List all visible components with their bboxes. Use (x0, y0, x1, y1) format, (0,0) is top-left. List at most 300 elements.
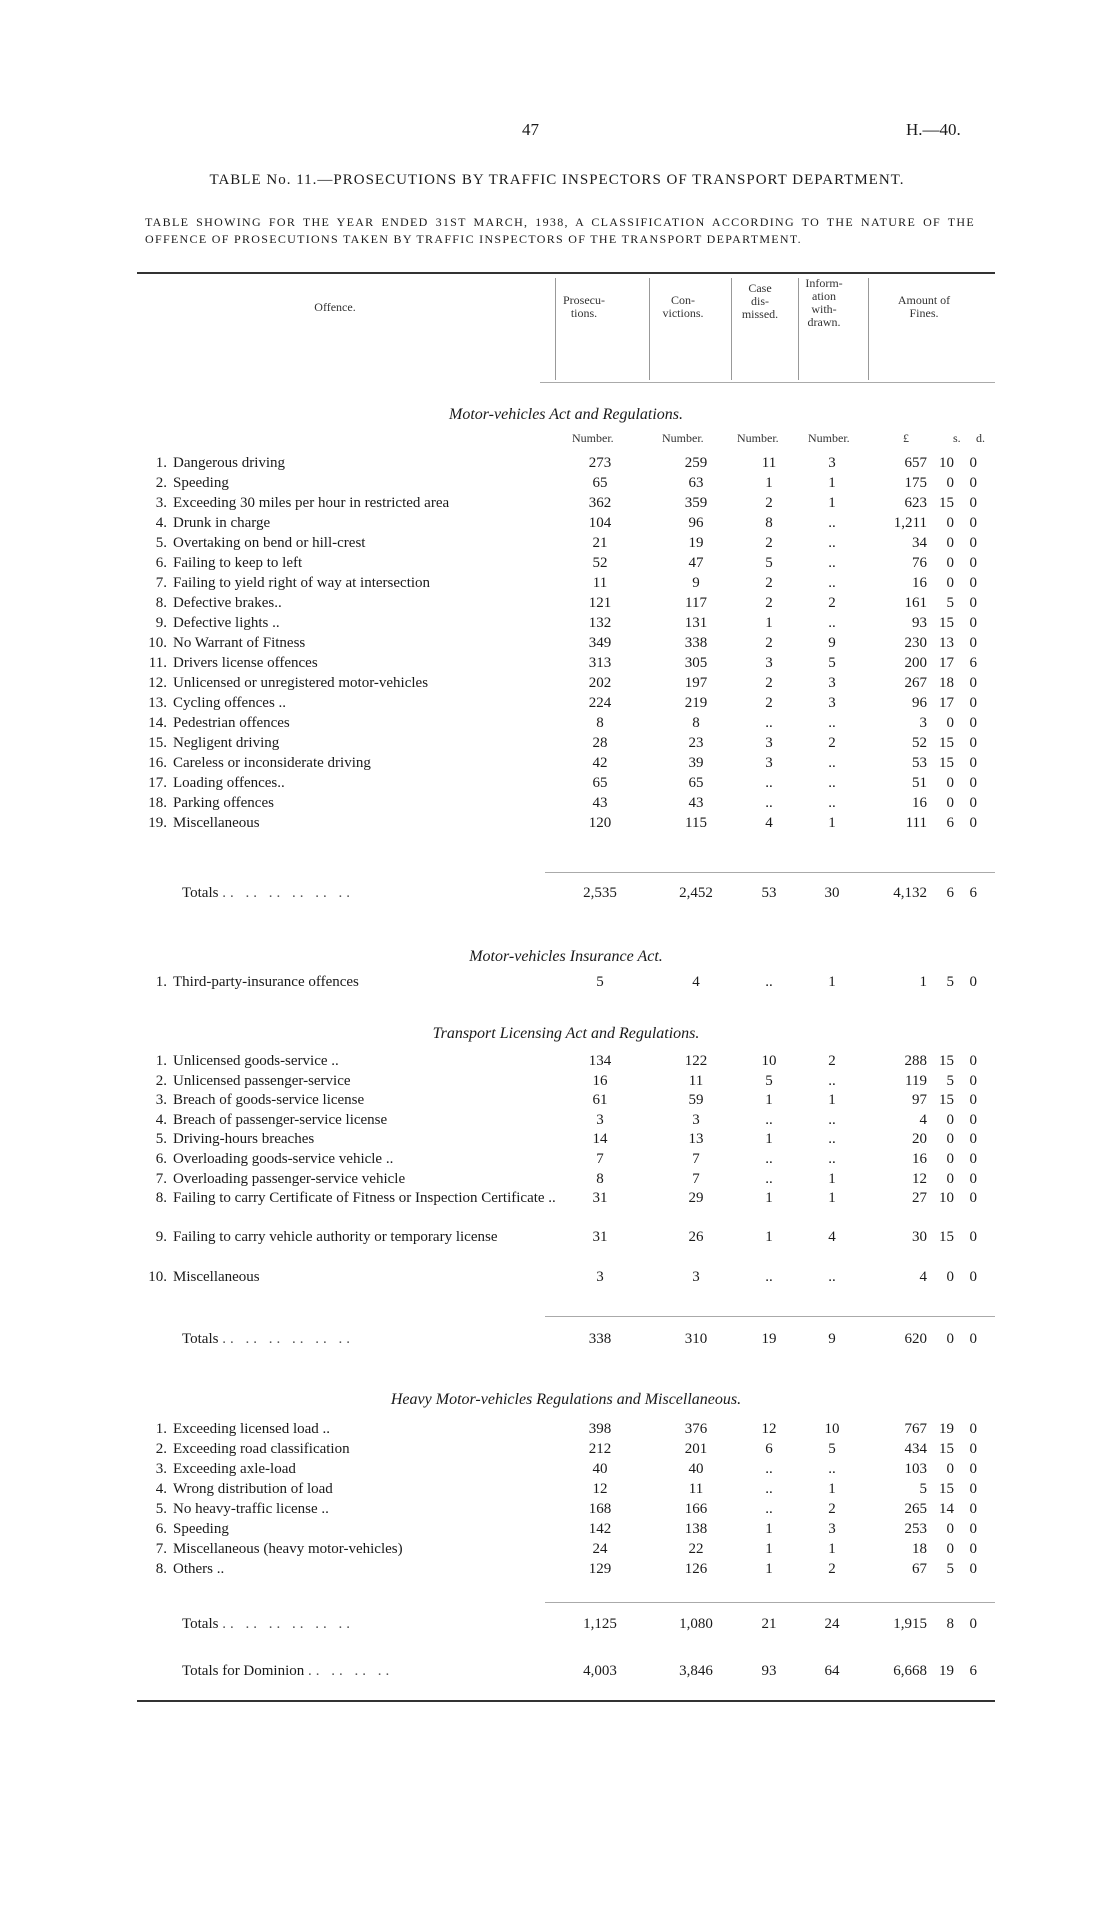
convictions-count: 13 (688, 1131, 704, 1148)
header-divider (649, 278, 650, 380)
offence-label: Failing to keep to left (173, 555, 303, 571)
withdrawn-count: 2 (828, 1561, 836, 1577)
section-title: Motor-vehicles Act and Regulations. (449, 406, 683, 423)
convictions-count: 65 (688, 775, 704, 791)
dismissed-count: .. (765, 775, 773, 791)
withdrawn-count: .. (828, 1111, 836, 1128)
fines-pounds: 253 (904, 1521, 927, 1537)
withdrawn-count: .. (828, 715, 836, 731)
fines-pounds: 657 (904, 455, 927, 471)
offence-label: Parking offences (173, 795, 274, 811)
withdrawn-count: .. (828, 795, 836, 811)
fines-pence: 0 (969, 455, 977, 471)
withdrawn-count: .. (828, 1461, 836, 1477)
dismissed-count: 1 (765, 1131, 773, 1148)
totals-label: Totals .. .. .. .. .. .. (182, 1616, 354, 1632)
convictions-count: 3 (692, 1111, 700, 1128)
prosecutions-count: 5 (596, 974, 604, 990)
offence-label: Defective brakes.. (173, 595, 282, 611)
totals-fines-pounds: 620 (904, 1331, 927, 1347)
dominion-totals-row (137, 1662, 995, 1680)
totals-withdrawn: 30 (824, 885, 840, 901)
withdrawn-count: 3 (828, 455, 836, 471)
fines-shillings: 14 (939, 1501, 954, 1517)
dismissed-count: .. (765, 1461, 773, 1477)
table-row (137, 534, 995, 552)
withdrawn-count: .. (828, 1131, 836, 1148)
units-convictions: Number. (662, 431, 704, 445)
offence-label: Unlicensed or unregistered motor-vehicles (173, 675, 429, 691)
row-number: 8. (155, 1190, 167, 1207)
prosecutions-count: 28 (592, 735, 608, 751)
withdrawn-count: 3 (828, 675, 836, 691)
prosecutions-count: 8 (596, 715, 604, 731)
row-number: 19. (148, 815, 167, 831)
dismissed-count: 2 (765, 495, 773, 511)
row-number: 1. (155, 1421, 167, 1437)
withdrawn-count: 1 (828, 1541, 836, 1557)
fines-pounds: 16 (912, 1151, 927, 1167)
totals-dismissed: 19 (761, 1331, 777, 1347)
prosecutions-count: 24 (592, 1541, 608, 1557)
convictions-count: 26 (688, 1229, 704, 1246)
offence-label: Dangerous driving (173, 455, 286, 471)
fines-pence: 0 (969, 1441, 977, 1457)
convictions-count: 11 (688, 1072, 704, 1089)
convictions-count: 22 (688, 1541, 704, 1557)
withdrawn-count: 10 (824, 1421, 840, 1437)
convictions-count: 39 (688, 755, 704, 771)
withdrawn-count: 1 (828, 974, 836, 990)
offence-label: Defective lights .. (173, 615, 280, 631)
table-row (137, 1520, 995, 1538)
totals-label: Totals .. .. .. .. .. .. (182, 885, 354, 901)
dismissed-count: 2 (765, 535, 773, 551)
withdrawn-count: 9 (828, 635, 836, 651)
table-row (137, 1130, 995, 1148)
totals-fines-pence: 0 (969, 1331, 977, 1347)
table-row (137, 1460, 995, 1478)
convictions-count: 9 (692, 575, 700, 591)
offence-label: No heavy-traffic license .. (173, 1501, 329, 1517)
totals-fines-pence: 0 (969, 1616, 977, 1632)
fines-shillings: 0 (946, 1111, 954, 1128)
fines-shillings: 0 (946, 1170, 954, 1187)
table-row (137, 454, 995, 472)
offence-label: Exceeding axle-load (173, 1461, 296, 1477)
dismissed-count: 5 (765, 1072, 773, 1089)
offence-label: Speeding (173, 1521, 229, 1537)
dominion-totals-convictions: 3,846 (679, 1663, 713, 1679)
table-row (137, 1091, 995, 1109)
fines-shillings: 0 (946, 555, 954, 571)
convictions-count: 7 (692, 1151, 700, 1167)
totals-row (137, 884, 995, 902)
fines-shillings: 0 (946, 795, 954, 811)
fines-pence: 0 (969, 495, 977, 511)
row-number: 2. (155, 475, 167, 491)
fines-pence: 0 (969, 974, 977, 990)
col-header-convictions: Con-victions. (662, 293, 704, 320)
fines-shillings: 0 (946, 1461, 954, 1477)
table-row (137, 494, 995, 512)
table-row (137, 1480, 995, 1498)
withdrawn-count: 2 (828, 735, 836, 751)
fines-shillings: 0 (946, 1541, 954, 1557)
totals-fines-shillings: 0 (946, 1331, 954, 1347)
fines-shillings: 0 (946, 1521, 954, 1537)
offence-label: Drivers license offences (173, 655, 318, 671)
totals-row (137, 1330, 995, 1348)
prosecutions-count: 129 (588, 1561, 612, 1577)
row-number: 8. (155, 595, 167, 611)
fines-pence: 0 (969, 1151, 977, 1167)
table-row (137, 714, 995, 732)
table-row (137, 1150, 995, 1168)
row-number: 6. (155, 1151, 167, 1167)
fines-shillings: 5 (946, 595, 954, 611)
table-row (137, 634, 995, 652)
offence-label: Failing to carry vehicle authority or temporary license (173, 1229, 498, 1246)
fines-pence: 0 (969, 795, 977, 811)
withdrawn-count: .. (828, 615, 836, 631)
fines-pounds: 111 (905, 815, 927, 831)
row-number: 16. (148, 755, 167, 771)
col-header-fines: Amount of Fines. (897, 293, 951, 320)
dismissed-count: 12 (761, 1421, 777, 1437)
fines-pence: 0 (969, 475, 977, 491)
fines-shillings: 17 (939, 695, 954, 711)
withdrawn-count: 5 (828, 655, 836, 671)
fines-pounds: 53 (912, 755, 927, 771)
withdrawn-count: 1 (828, 1092, 836, 1109)
prosecutions-count: 273 (588, 455, 612, 471)
fines-shillings: 15 (939, 1092, 954, 1109)
dismissed-count: 10 (761, 1053, 777, 1069)
table-row (137, 1440, 995, 1458)
offence-label: Careless or inconsiderate driving (173, 755, 371, 771)
fines-shillings: 10 (939, 1190, 954, 1207)
convictions-count: 40 (688, 1461, 704, 1477)
totals-fines-pounds: 4,132 (893, 885, 927, 901)
dismissed-count: 2 (765, 695, 773, 711)
table-row (137, 1420, 995, 1438)
offence-label: Wrong distribution of load (173, 1481, 333, 1497)
fines-pence: 0 (969, 815, 977, 831)
section-title: Transport Licensing Act and Regulations. (432, 1025, 700, 1042)
prosecutions-count: 134 (588, 1053, 612, 1069)
fines-pounds: 119 (905, 1072, 927, 1089)
fines-pence: 0 (969, 715, 977, 731)
row-number: 2. (155, 1072, 167, 1089)
convictions-count: 3 (692, 1268, 700, 1285)
fines-pence: 0 (969, 595, 977, 611)
dismissed-count: .. (765, 1170, 773, 1187)
prosecutions-count: 362 (588, 495, 612, 511)
totals-prosecutions: 1,125 (583, 1616, 617, 1632)
prosecutions-count: 12 (592, 1481, 608, 1497)
offence-label: Overloading goods-service vehicle .. (173, 1151, 394, 1167)
table-row (137, 1170, 995, 1188)
totals-withdrawn: 9 (828, 1331, 836, 1347)
withdrawn-count: 2 (828, 1053, 836, 1069)
table-row (137, 514, 995, 532)
table-row (137, 1072, 995, 1090)
row-number: 1. (155, 455, 167, 471)
offence-label: Miscellaneous (heavy motor-vehicles) (173, 1541, 403, 1557)
fines-shillings: 0 (946, 775, 954, 791)
fines-pounds: 230 (904, 635, 927, 651)
row-number: 1. (155, 974, 167, 990)
dismissed-count: .. (765, 715, 773, 731)
prosecutions-count: 52 (592, 555, 608, 571)
fines-pence: 0 (969, 1111, 977, 1128)
withdrawn-count: 1 (828, 1190, 836, 1207)
fines-shillings: 0 (946, 1151, 954, 1167)
prosecutions-count: 14 (592, 1131, 608, 1148)
dismissed-count: 2 (765, 675, 773, 691)
dismissed-count: 1 (765, 1229, 773, 1246)
withdrawn-count: .. (828, 755, 836, 771)
offence-label: Exceeding 30 miles per hour in restricted area (173, 495, 450, 511)
convictions-count: 63 (688, 475, 704, 491)
fines-pounds: 288 (904, 1053, 927, 1069)
fines-pence: 0 (969, 1461, 977, 1477)
fines-pounds: 97 (912, 1092, 927, 1109)
row-number: 12. (148, 675, 167, 691)
fines-pence: 0 (969, 1561, 977, 1577)
row-number: 7. (155, 1170, 167, 1187)
prosecutions-count: 7 (596, 1151, 604, 1167)
totals-dismissed: 53 (761, 885, 777, 901)
offence-label: Unlicensed passenger-service (173, 1072, 351, 1089)
withdrawn-count: 3 (828, 1521, 836, 1537)
units-prosecutions: Number. (572, 431, 614, 445)
withdrawn-count: 1 (828, 495, 836, 511)
fines-pounds: 267 (904, 675, 927, 691)
dismissed-count: 11 (761, 455, 777, 471)
section-title: Motor-vehicles Insurance Act. (469, 948, 663, 965)
totals-dismissed: 21 (761, 1616, 777, 1632)
row-number: 1. (155, 1053, 167, 1069)
bottom-rule (137, 1700, 995, 1702)
offence-label: Speeding (173, 475, 229, 491)
convictions-count: 96 (688, 515, 704, 531)
dismissed-count: 4 (765, 815, 773, 831)
withdrawn-count: 5 (828, 1441, 836, 1457)
fines-pounds: 5 (919, 1481, 927, 1497)
fines-pounds: 27 (912, 1190, 927, 1207)
dismissed-count: .. (765, 795, 773, 811)
convictions-count: 219 (684, 695, 708, 711)
dismissed-count: 2 (765, 595, 773, 611)
fines-pounds: 20 (912, 1131, 927, 1148)
fines-pence: 0 (969, 555, 977, 571)
dismissed-count: 6 (765, 1441, 773, 1457)
table-title: TABLE No. 11.—PROSECUTIONS BY TRAFFIC INSPECTORS OF TRANSPORT DEPARTMENT. (209, 172, 905, 188)
fines-pence: 0 (969, 735, 977, 751)
convictions-count: 305 (684, 655, 708, 671)
fines-pence: 0 (969, 1072, 977, 1089)
table-row (137, 754, 995, 772)
units-shillings: s. (953, 431, 961, 445)
table-row (137, 774, 995, 792)
offence-label: Overloading passenger-service vehicle (173, 1170, 406, 1187)
fines-pounds: 34 (912, 535, 927, 551)
fines-shillings: 0 (946, 1131, 954, 1148)
fines-shillings: 5 (946, 974, 954, 990)
offence-label: Breach of passenger-service license (173, 1111, 388, 1128)
totals-fines-pounds: 1,915 (893, 1616, 927, 1632)
fines-pounds: 1,211 (893, 515, 927, 531)
fines-shillings: 15 (939, 1441, 954, 1457)
dismissed-count: 1 (765, 615, 773, 631)
fines-shillings: 5 (946, 1561, 954, 1577)
fines-pence: 0 (969, 1501, 977, 1517)
col-header-withdrawn: Inform-ation with-drawn. (805, 276, 843, 329)
offence-label: Negligent driving (173, 735, 280, 751)
convictions-count: 359 (684, 495, 708, 511)
fines-pence: 0 (969, 575, 977, 591)
withdrawn-count: 2 (828, 1501, 836, 1517)
table-row (137, 674, 995, 692)
row-number: 9. (155, 1229, 167, 1246)
offence-label: Exceeding licensed load .. (173, 1421, 331, 1437)
convictions-count: 8 (692, 715, 700, 731)
dominion-totals-fines-shillings: 19 (939, 1663, 954, 1679)
totals-fines-shillings: 6 (946, 885, 954, 901)
totals-label: Totals .. .. .. .. .. .. (182, 1331, 354, 1347)
fines-shillings: 10 (939, 455, 954, 471)
table-row (137, 574, 995, 592)
fines-shillings: 0 (946, 575, 954, 591)
convictions-count: 29 (688, 1190, 704, 1207)
withdrawn-count: 1 (828, 815, 836, 831)
dismissed-count: 5 (765, 555, 773, 571)
totals-row (137, 1615, 995, 1633)
dismissed-count: 2 (765, 635, 773, 651)
fines-shillings: 15 (939, 1481, 954, 1497)
fines-shillings: 5 (946, 1072, 954, 1089)
prosecutions-count: 3 (596, 1268, 604, 1285)
fines-pounds: 16 (912, 795, 927, 811)
fines-pounds: 623 (904, 495, 927, 511)
prosecutions-count: 65 (592, 475, 608, 491)
fines-pence: 0 (969, 1170, 977, 1187)
dismissed-count: 3 (765, 755, 773, 771)
header-divider (731, 278, 732, 380)
fines-pence: 0 (969, 775, 977, 791)
prosecutions-count: 31 (592, 1229, 608, 1246)
fines-pence: 0 (969, 1521, 977, 1537)
prosecutions-count: 42 (592, 755, 608, 771)
subtotal-rule (545, 872, 995, 873)
fines-pence: 0 (969, 535, 977, 551)
offence-label: No Warrant of Fitness (173, 635, 306, 651)
totals-fines-shillings: 8 (946, 1616, 954, 1632)
offence-label: Miscellaneous (173, 815, 260, 831)
fines-pence: 0 (969, 1053, 977, 1069)
fines-pounds: 767 (904, 1421, 927, 1437)
row-number: 3. (155, 495, 167, 511)
prosecutions-count: 8 (596, 1170, 604, 1187)
prosecutions-count: 3 (596, 1111, 604, 1128)
table-row (137, 654, 995, 672)
row-number: 2. (155, 1441, 167, 1457)
dismissed-count: .. (765, 1111, 773, 1128)
prosecutions-count: 31 (592, 1190, 608, 1207)
units-withdrawn: Number. (808, 431, 850, 445)
totals-withdrawn: 24 (824, 1616, 840, 1632)
fines-shillings: 0 (946, 535, 954, 551)
fines-pounds: 30 (912, 1229, 927, 1246)
convictions-count: 338 (684, 635, 708, 651)
fines-shillings: 15 (939, 495, 954, 511)
fines-pence: 0 (969, 1541, 977, 1557)
withdrawn-count: 3 (828, 695, 836, 711)
prosecutions-count: 313 (588, 655, 612, 671)
fines-pence: 0 (969, 1268, 977, 1285)
convictions-count: 138 (684, 1521, 708, 1537)
header-divider (555, 278, 556, 380)
fines-shillings: 0 (946, 475, 954, 491)
row-number: 8. (155, 1561, 167, 1577)
fines-pounds: 3 (919, 715, 927, 731)
fines-pence: 0 (969, 1190, 977, 1207)
fines-pounds: 4 (919, 1268, 927, 1285)
table-row (137, 1560, 995, 1578)
convictions-count: 122 (684, 1053, 708, 1069)
prosecutions-count: 120 (588, 815, 612, 831)
prosecutions-count: 132 (588, 615, 612, 631)
fines-pounds: 93 (912, 615, 927, 631)
prosecutions-count: 349 (588, 635, 612, 651)
fines-pence: 0 (969, 615, 977, 631)
prosecutions-count: 61 (592, 1092, 608, 1109)
offence-label: Failing to yield right of way at intersection (173, 575, 431, 591)
row-number: 17. (148, 775, 167, 791)
row-number: 11. (148, 655, 167, 671)
units-pounds: £ (903, 431, 909, 445)
offence-label: Breach of goods-service license (173, 1092, 365, 1109)
fines-pence: 0 (969, 675, 977, 691)
fines-shillings: 15 (939, 735, 954, 751)
fines-pence: 0 (969, 1229, 977, 1246)
offence-label: Third-party-insurance offences (173, 974, 359, 990)
row-number: 13. (148, 695, 167, 711)
row-number: 5. (155, 1501, 167, 1517)
row-number: 5. (155, 1131, 167, 1148)
prosecutions-count: 142 (588, 1521, 612, 1537)
fines-pounds: 16 (912, 575, 927, 591)
table-row (137, 1111, 995, 1129)
fines-pence: 0 (969, 1421, 977, 1437)
dominion-totals-withdrawn: 64 (824, 1663, 840, 1679)
row-number: 7. (155, 575, 167, 591)
row-number: 4. (155, 1481, 167, 1497)
row-number: 5. (155, 535, 167, 551)
fines-pounds: 51 (912, 775, 927, 791)
fines-pounds: 265 (904, 1501, 927, 1517)
fines-pounds: 18 (912, 1541, 927, 1557)
table-row (137, 734, 995, 752)
prosecutions-count: 16 (592, 1072, 608, 1089)
row-number: 10. (148, 1268, 167, 1285)
dismissed-count: 1 (765, 1561, 773, 1577)
totals-prosecutions: 338 (588, 1331, 612, 1347)
dismissed-count: 2 (765, 575, 773, 591)
prosecutions-count: 21 (592, 535, 608, 551)
